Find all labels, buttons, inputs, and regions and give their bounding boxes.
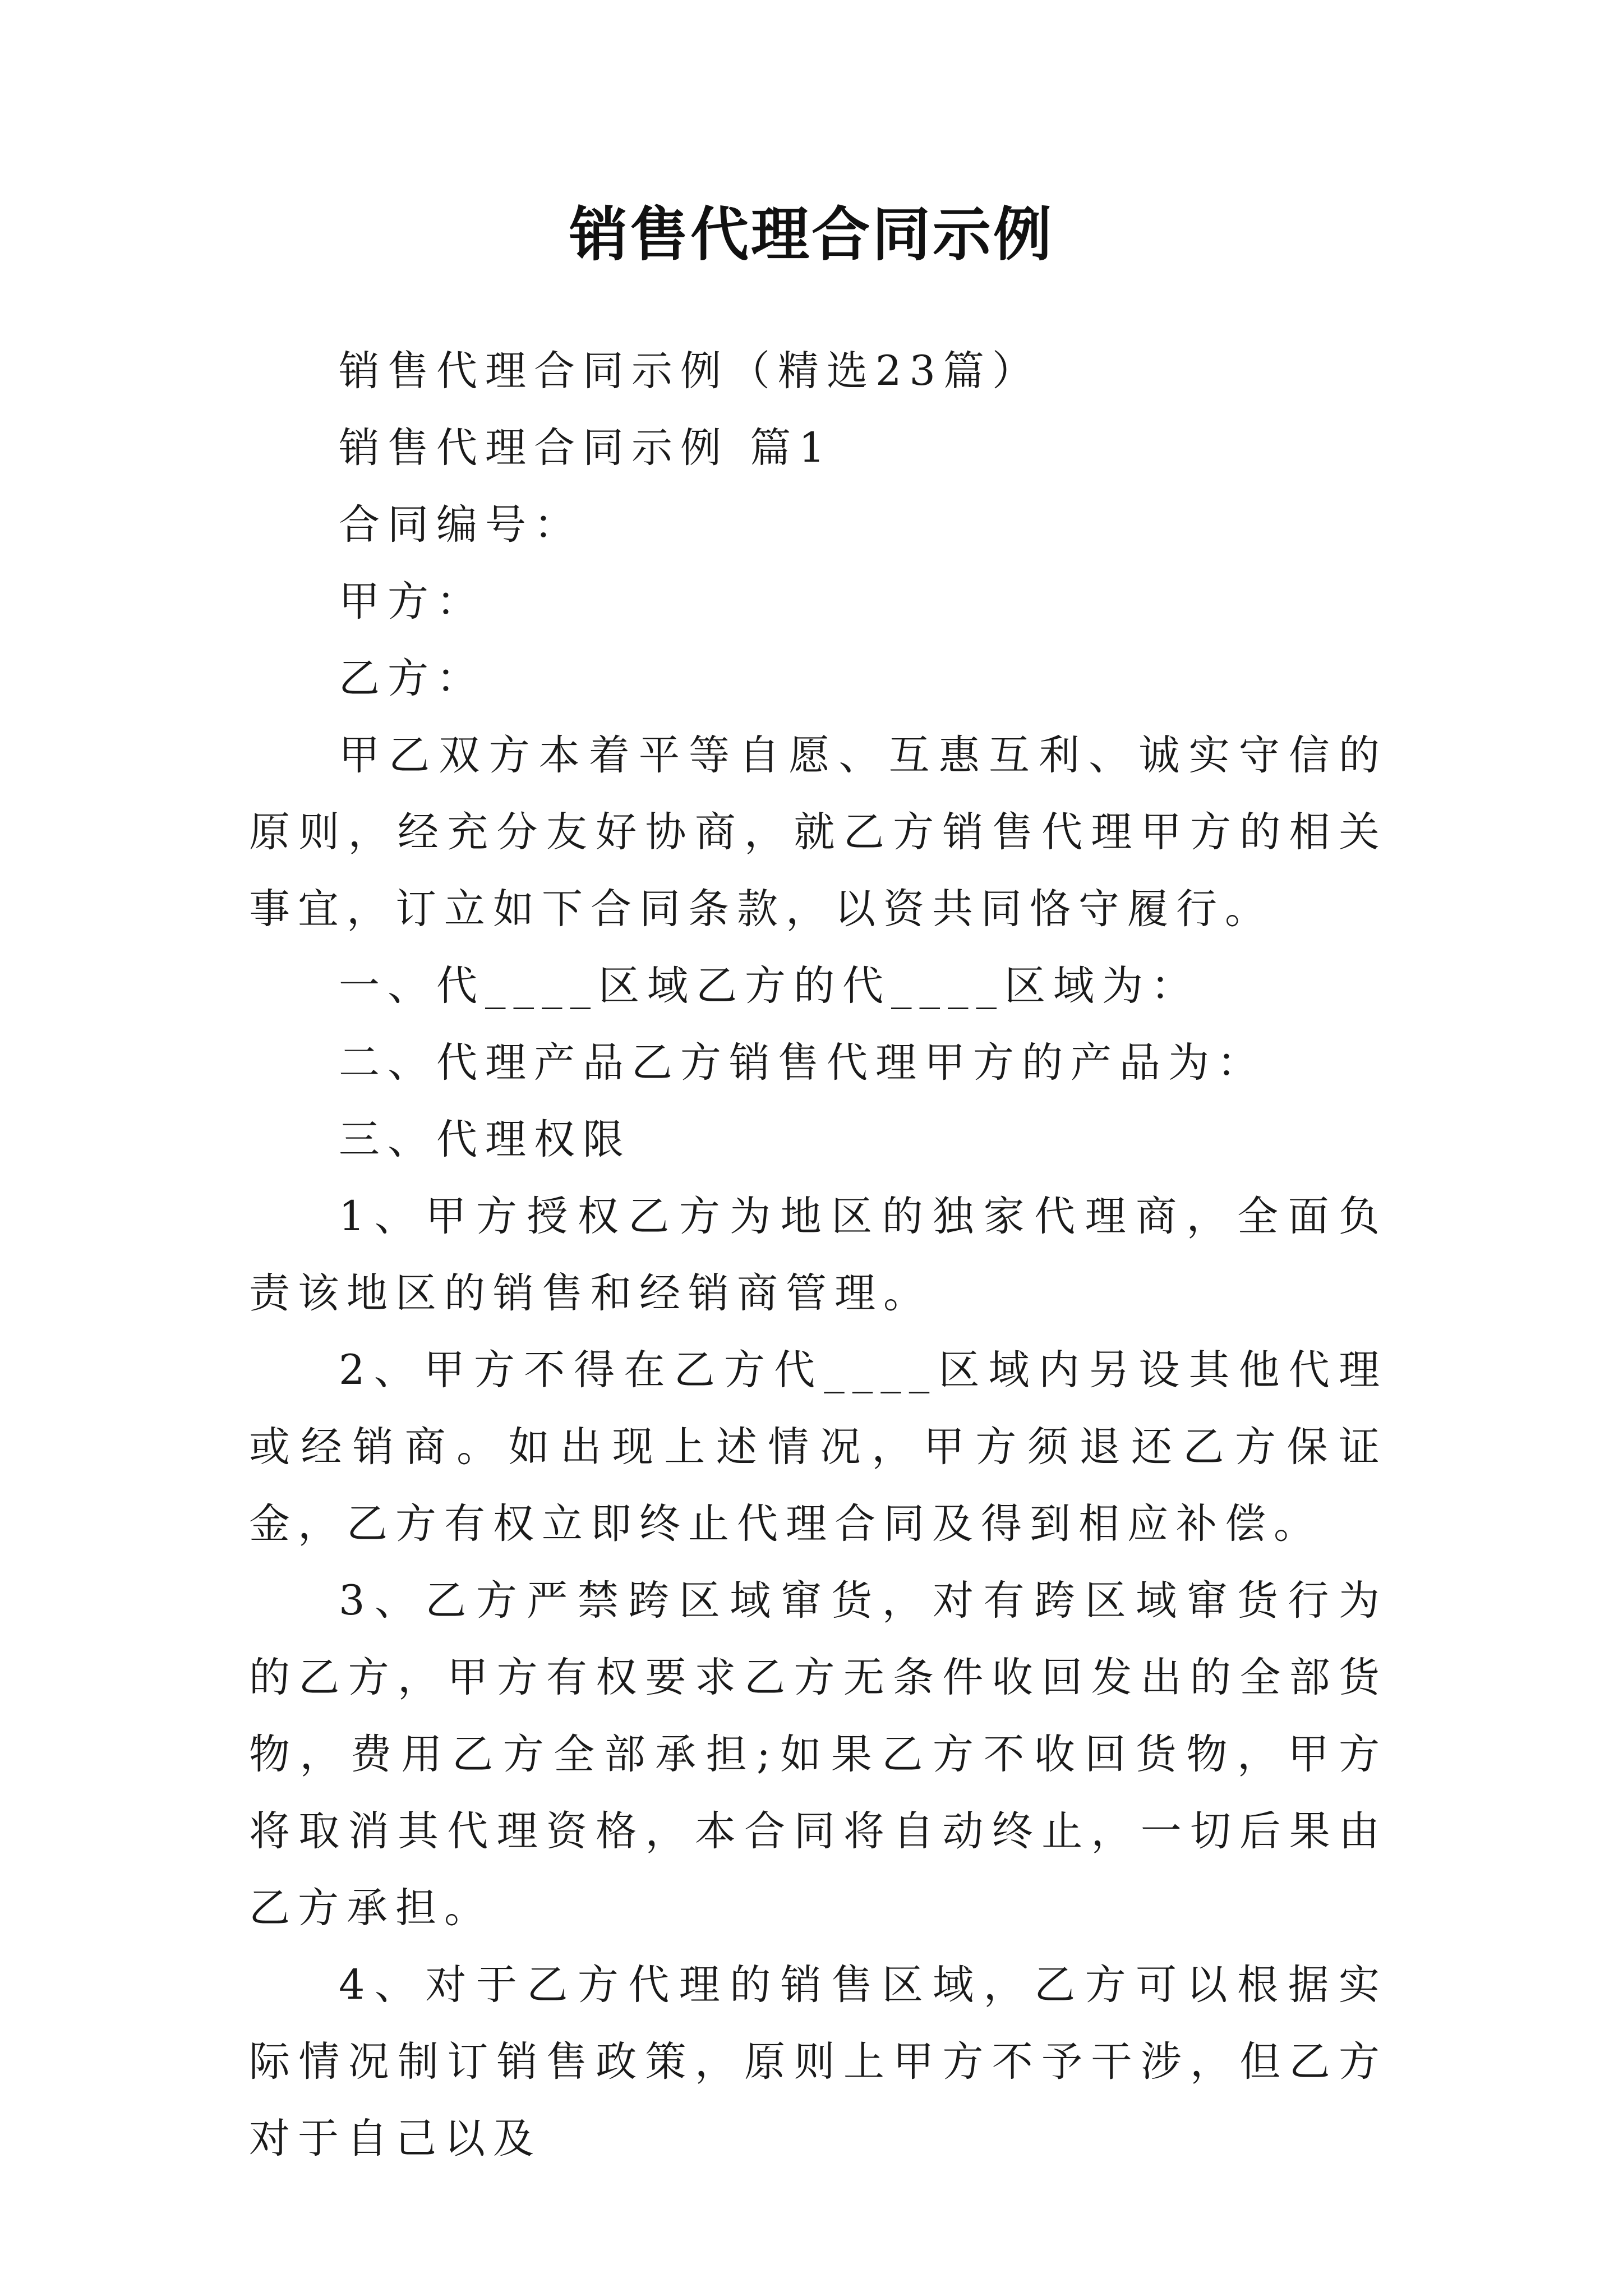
paragraph-collection-title: 销售代理合同示例（精选23篇） (339, 347, 1041, 395)
paragraph-clause-2: 2、甲方不得在乙方代____区域内另设其他代理或经销商。如出现上述情况，甲方须退还乙方保证金，乙方有权立即终止代理合同及得到相应补偿。 (249, 1346, 1387, 1548)
paragraph-preamble: 甲乙双方本着平等自愿、互惠互利、诚实守信的原则，经充分友好协商，就乙方销售代理甲方的相关事宜，订立如下合同条款，以资共同恪守履行。 (249, 731, 1387, 933)
paragraph-section-3-heading: 三、代理权限 (339, 1116, 631, 1163)
paragraph-section-1-area: 一、代____区域乙方的代____区域为： (339, 962, 1200, 1010)
paragraph-contract-number: 合同编号： (339, 501, 583, 549)
paragraph-clause-1: 1、甲方授权乙方为地区的独家代理商，全面负责该地区的销售和经销商管理。 (249, 1193, 1387, 1317)
document-title: 销售代理合同示例 (569, 200, 1054, 269)
paragraph-clause-3: 3、乙方严禁跨区域窜货，对有跨区域窜货行为的乙方，甲方有权要求乙方无条件收回发出的全部货物，费用乙方全部承担;如果乙方不收回货物，甲方将取消其代理资格，本合同将自动终止，一切后果由乙方承担。 (249, 1577, 1387, 1932)
paragraph-party-b: 乙方： (339, 655, 485, 702)
paragraph-section-2-products: 二、代理产品乙方销售代理甲方的产品为： (339, 1039, 1266, 1087)
document-body (249, 333, 1387, 2177)
paragraph-article-heading: 销售代理合同示例 篇1 (339, 424, 833, 472)
paragraph-clause-4: 4、对于乙方代理的销售区域，乙方可以根据实际情况制订销售政策，原则上甲方不予干涉，但乙方对于自己以及 (249, 1961, 1387, 2162)
paragraph-party-a: 甲方： (339, 578, 485, 625)
